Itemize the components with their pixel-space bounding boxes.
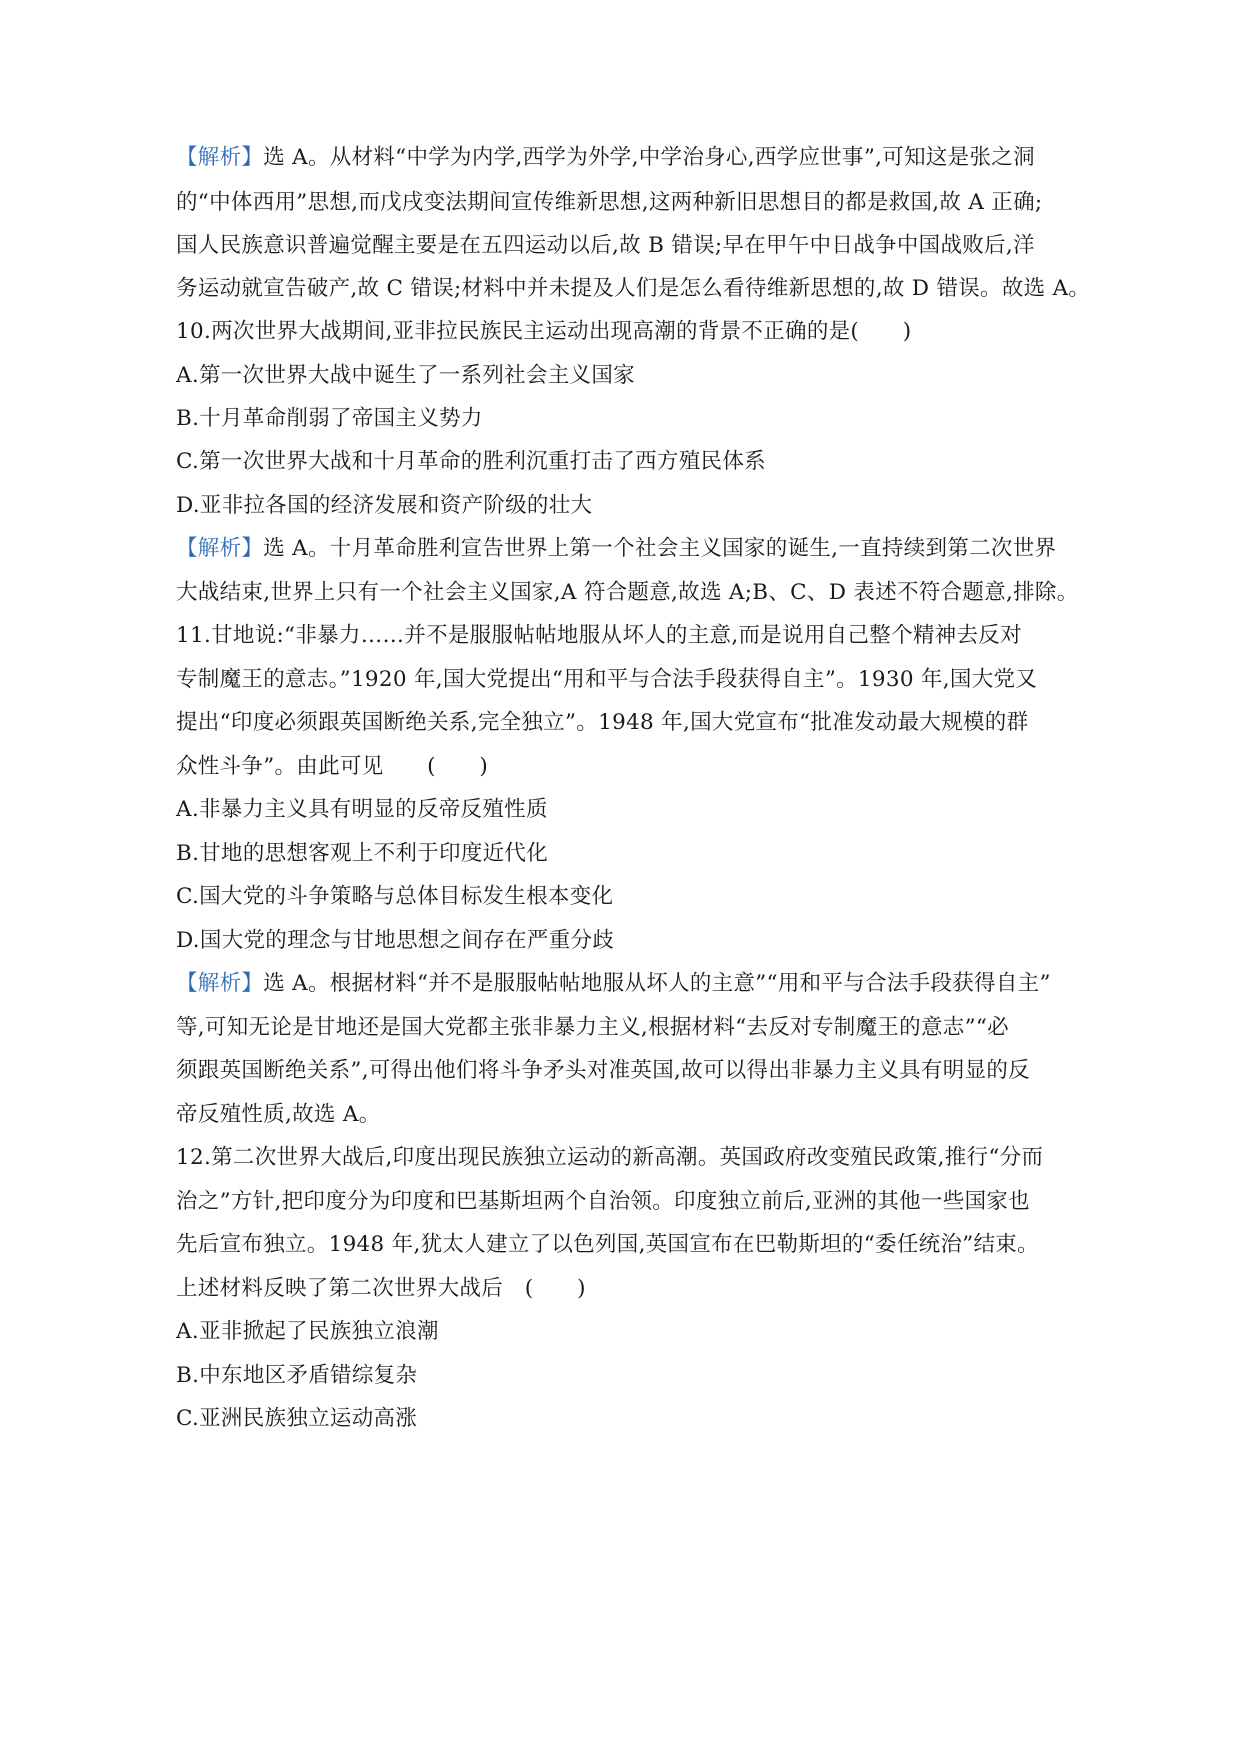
analysis-line <box>176 533 1056 565</box>
question-11-option-a: A.非暴力主义具有明显的反帝反殖性质 <box>176 797 548 822</box>
question-12-stem: 治之”方针,把印度分为印度和巴基斯坦两个自治领。印度独立前后,亚洲的其他一些国家也 <box>176 1189 1030 1214</box>
analysis-text: 选 A。十月革命胜利宣告世界上第一个社会主义国家的诞生,一直持续到第二次世界 <box>263 536 1057 561</box>
analysis-line: 须跟英国断绝关系”,可得出他们将斗争矛头对准英国,故可以得出非暴力主义具有明显的反 <box>176 1058 1030 1083</box>
question-11-option-b: B.甘地的思想客观上不利于印度近代化 <box>176 841 549 866</box>
question-12-stem: 先后宣布独立。1948 年,犹太人建立了以色列国,英国宣布在巴勒斯坦的“委任统治”结束。 <box>176 1232 1039 1257</box>
question-12-option-b: B.中东地区矛盾错综复杂 <box>176 1363 418 1388</box>
question-11-stem: 11.甘地说:“非暴力……并不是服服帖帖地服从坏人的主意,而是说用自己整个精神去反对 <box>176 623 1022 648</box>
question-10-option-c: C.第一次世界大战和十月革命的胜利沉重打击了西方殖民体系 <box>176 449 766 474</box>
question-10-option-a: A.第一次世界大战中诞生了一系列社会主义国家 <box>176 363 635 388</box>
question-12-stem: 12.第二次世界大战后,印度出现民族独立运动的新高潮。英国政府改变殖民政策,推行“分而 <box>176 1145 1044 1170</box>
question-11-stem: 众性斗争”。由此可见 ( ) <box>176 754 489 779</box>
analysis-line: 帝反殖性质,故选 A。 <box>176 1102 381 1127</box>
analysis-line <box>176 142 1035 174</box>
analysis-tag: 【解析】 <box>176 145 264 170</box>
question-12-option-c: C.亚洲民族独立运动高涨 <box>176 1406 418 1431</box>
analysis-tag: 【解析】 <box>176 536 264 561</box>
question-10-option-d: D.亚非拉各国的经济发展和资产阶级的壮大 <box>176 493 593 518</box>
question-12-option-a: A.亚非掀起了民族独立浪潮 <box>176 1319 439 1344</box>
analysis-text: 选 A。根据材料“并不是服服帖帖地服从坏人的主意”“用和平与合法手段获得自主” <box>263 971 1051 996</box>
analysis-line: 的“中体西用”思想,而戊戌变法期间宣传维新思想,这两种新旧思想目的都是救国,故 A 正确; <box>176 190 1043 215</box>
analysis-line: 大战结束,世界上只有一个社会主义国家,A 符合题意,故选 A;B、C、D 表述不符合题意,排除。 <box>176 580 1079 605</box>
question-11-option-c: C.国大党的斗争策略与总体目标发生根本变化 <box>176 884 614 909</box>
analysis-line <box>176 968 1051 1000</box>
analysis-text: 选 A。从材料“中学为内学,西学为外学,中学治身心,西学应世事”,可知这是张之洞 <box>263 145 1035 170</box>
analysis-line: 务运动就宣告破产,故 C 错误;材料中并未提及人们是怎么看待维新思想的,故 D 错误。故选 A。 <box>176 276 1091 301</box>
question-11-option-d: D.国大党的理念与甘地思想之间存在严重分歧 <box>176 928 615 953</box>
analysis-tag: 【解析】 <box>176 971 264 996</box>
question-11-stem: 提出“印度必须跟英国断绝关系,完全独立”。1948 年,国大党宣布“批准发动最大规模的群 <box>176 710 1029 735</box>
analysis-line: 等,可知无论是甘地还是国大党都主张非暴力主义,根据材料“去反对专制魔王的意志”“必 <box>176 1015 1009 1040</box>
analysis-line: 国人民族意识普遍觉醒主要是在五四运动以后,故 B 错误;早在甲午中日战争中国战败后,洋 <box>176 233 1035 258</box>
question-12-stem: 上述材料反映了第二次世界大战后 ( ) <box>176 1276 586 1301</box>
question-10-stem: 10.两次世界大战期间,亚非拉民族民主运动出现高潮的背景不正确的是( ) <box>176 319 912 344</box>
question-11-stem: 专制魔王的意志。”1920 年,国大党提出“用和平与合法手段获得自主”。1930 年,国大党又 <box>176 667 1038 692</box>
question-10-option-b: B.十月革命削弱了帝国主义势力 <box>176 406 483 431</box>
